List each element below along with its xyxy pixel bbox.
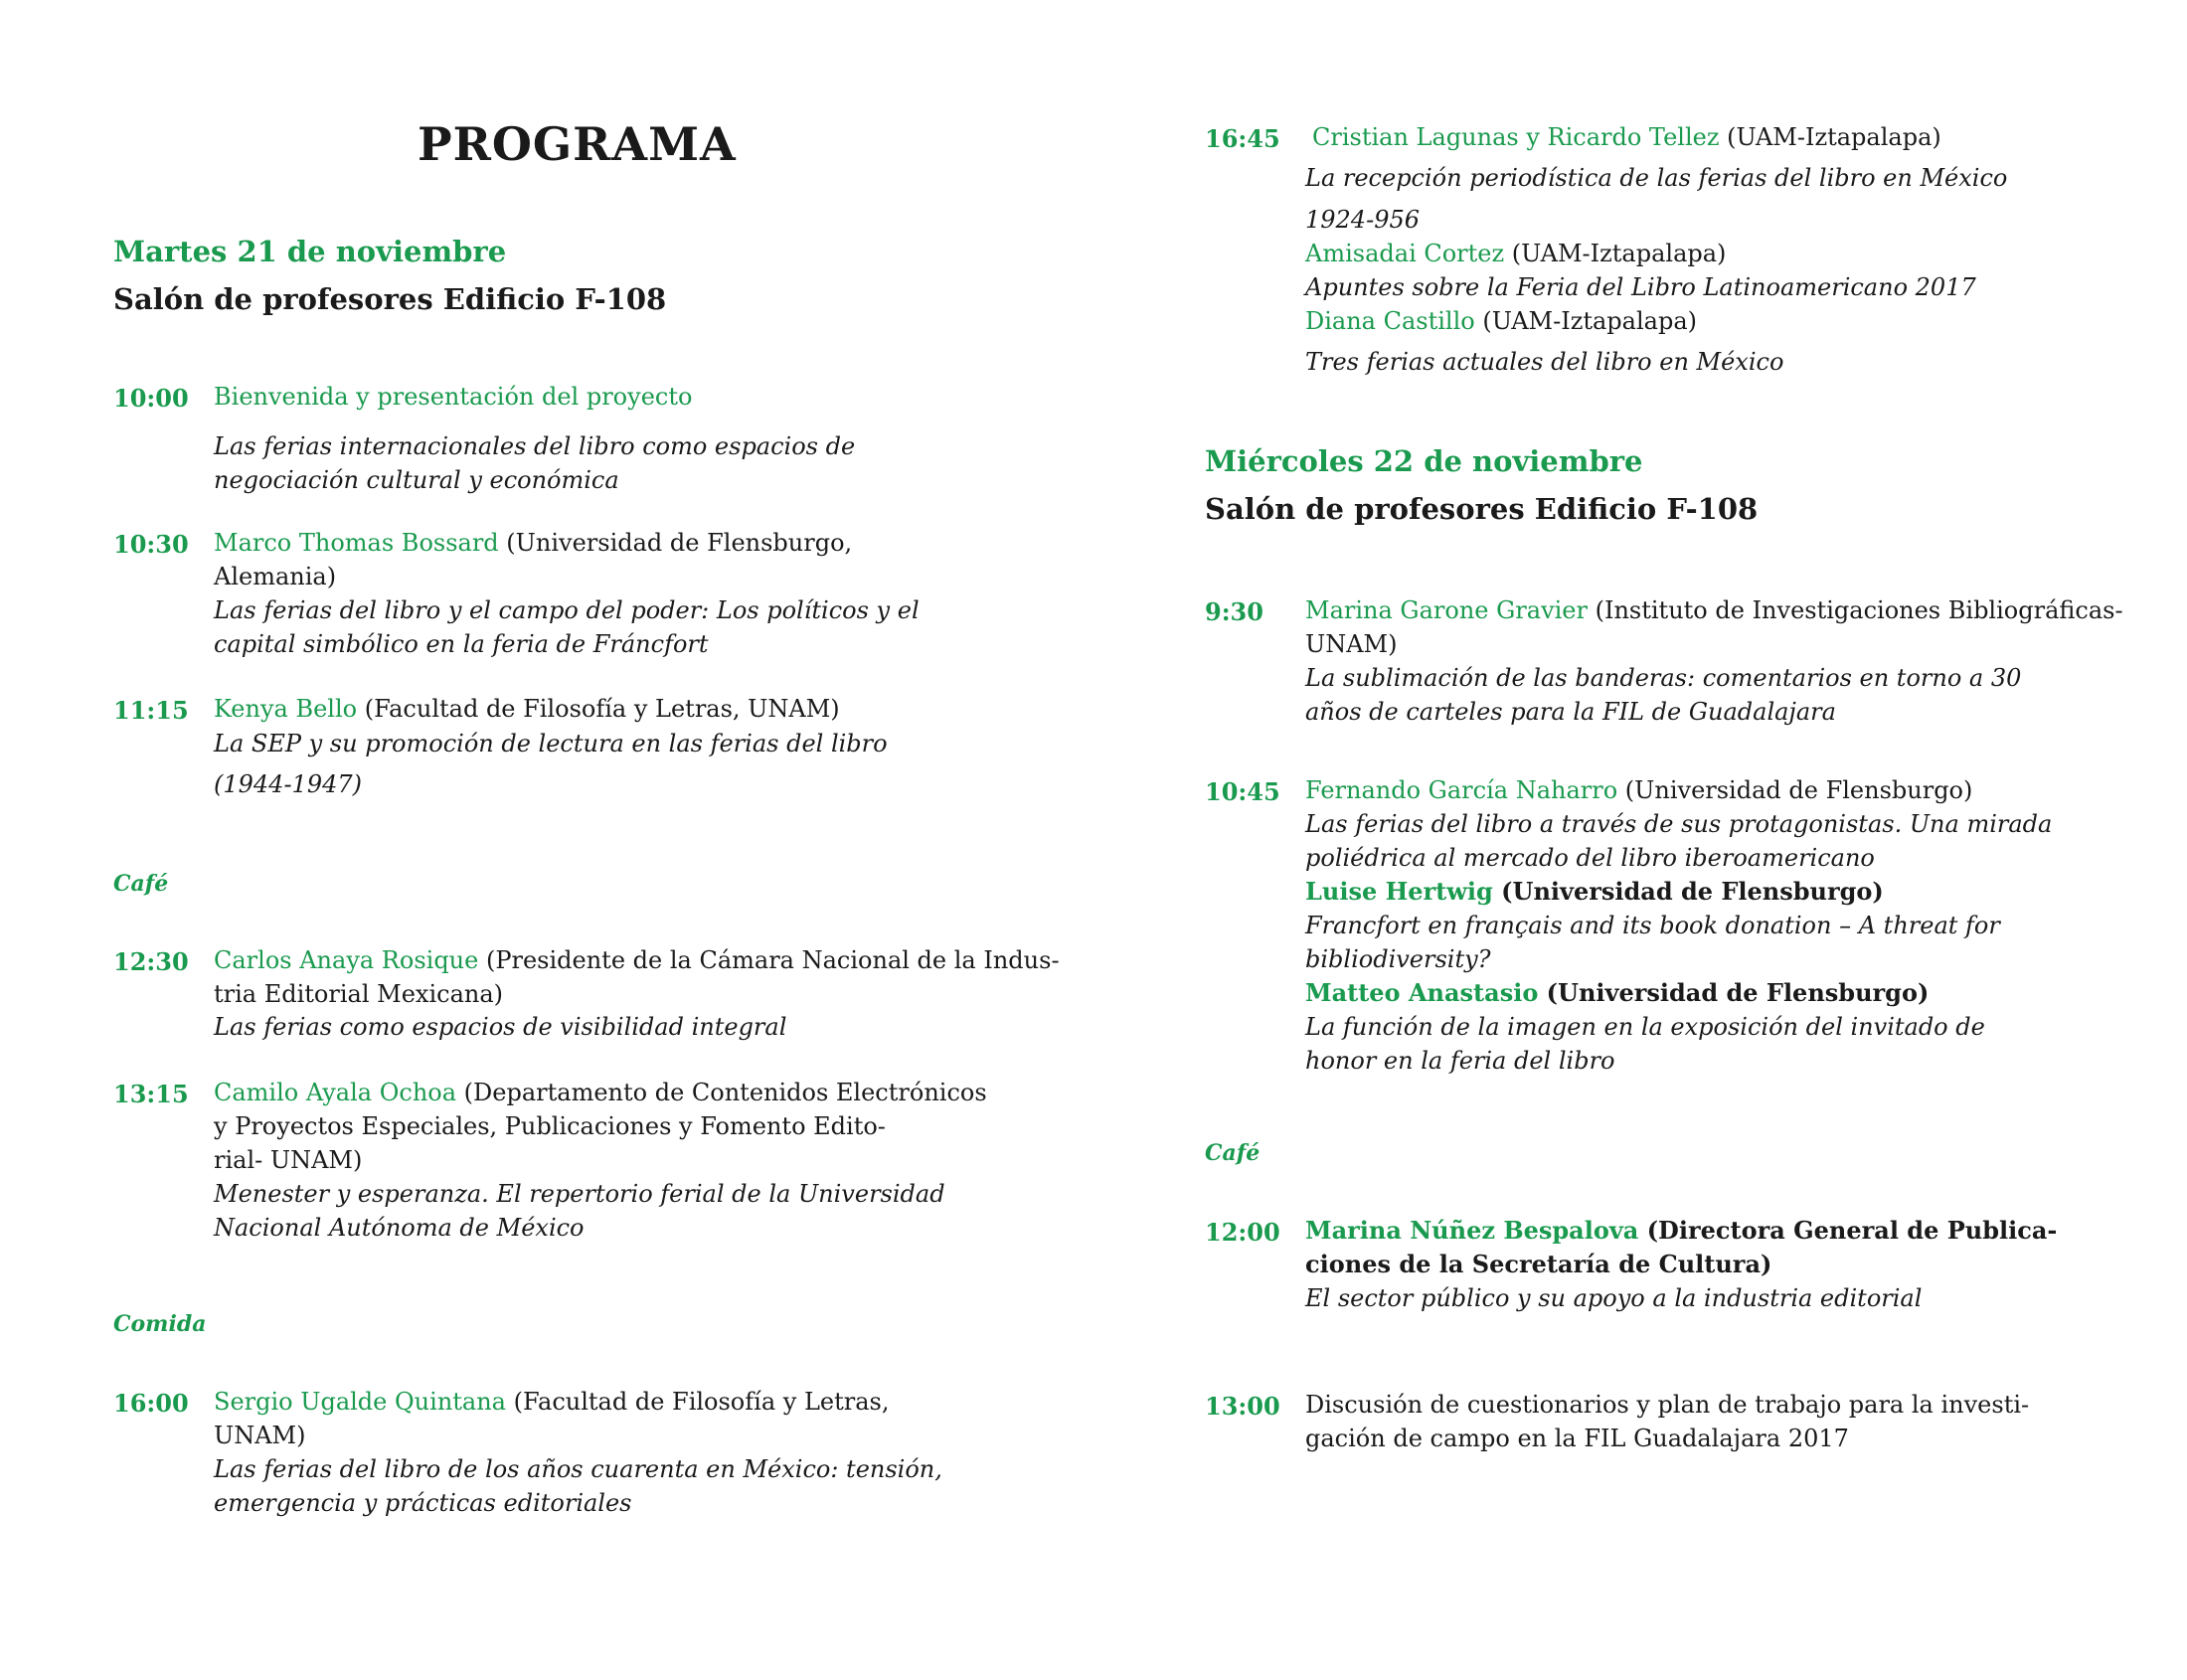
talk-title: Francfort en français and its book donation – A threat for — [1305, 912, 2000, 939]
speaker-line — [214, 943, 1060, 977]
talk-title: honor en la feria del libro — [1305, 1047, 1615, 1075]
session-time: 12:00 — [1205, 1218, 1280, 1247]
session-description: Discusión de cuestionarios y plan de trabajo para la investi- — [1305, 1391, 2030, 1419]
speaker-line — [1305, 593, 2123, 627]
session-time: 10:30 — [113, 530, 189, 559]
speaker-name: Cristian Lagunas y Ricardo Tellez — [1312, 123, 1720, 151]
speaker-name: Sergio Ugalde Quintana — [214, 1388, 506, 1416]
talk-title: bibliodiversity? — [1305, 945, 1491, 973]
talk-title: Las ferias del libro a través de sus protagonistas. Una mirada — [1305, 810, 2053, 838]
speaker-affiliation: ciones de la Secretaría de Cultura) — [1305, 1250, 1772, 1278]
talk-title: 1924-956 — [1305, 206, 1420, 234]
talk-title: capital simbólico en la feria de Fráncfort — [214, 630, 709, 658]
speaker-name: Marina Garone Gravier — [1305, 596, 1588, 624]
speaker-affiliation: (Facultad de Filosofía y Letras, UNAM) — [357, 695, 840, 723]
session-time: 13:00 — [1205, 1392, 1280, 1421]
speaker-name: Carlos Anaya Rosique — [214, 946, 479, 974]
session-time: 13:15 — [113, 1080, 189, 1108]
talk-title: La sublimación de las banderas: comentarios en torno a 30 — [1305, 664, 2022, 692]
speaker-affiliation: (UAM-Iztapalapa) — [1719, 123, 1941, 151]
speaker-affiliation: y Proyectos Especiales, Publicaciones y Fomento Edito- — [214, 1112, 886, 1140]
talk-title: emergencia y prácticas editoriales — [214, 1489, 632, 1517]
talk-title: Nacional Autónoma de México — [214, 1214, 585, 1242]
talk-title: Tres ferias actuales del libro en México — [1305, 348, 1784, 376]
talk-title: El sector público y su apoyo a la industria editorial — [1305, 1284, 1923, 1312]
talk-title: Las ferias del libro de los años cuarenta en México: tensión, — [214, 1455, 942, 1483]
speaker-name: Kenya Bello — [214, 695, 358, 723]
speaker-affiliation: tria Editorial Mexicana) — [214, 980, 504, 1008]
talk-title: La recepción periodística de las ferias del libro en México — [1305, 164, 2008, 192]
speaker-affiliation: Alemania) — [214, 563, 337, 590]
speaker-affiliation: rial- UNAM) — [214, 1146, 363, 1174]
talk-title: La función de la imagen en la exposición del invitado de — [1305, 1013, 1985, 1041]
session-time: 12:30 — [113, 947, 189, 976]
speaker-name: Matteo Anastasio — [1305, 978, 1539, 1007]
talk-title: Apuntes sobre la Feria del Libro Latinoamericano 2017 — [1305, 273, 1976, 301]
day-heading: Martes 21 de noviembre — [113, 235, 507, 268]
speaker-affiliation: (Directora General de Publica- — [1638, 1216, 2058, 1245]
speaker-affiliation: (UAM-Iztapalapa) — [1504, 240, 1727, 267]
speaker-line — [1305, 304, 1697, 338]
speaker-name: Luise Hertwig — [1305, 877, 1493, 906]
session-time: 16:45 — [1205, 124, 1280, 153]
talk-title: Las ferias internacionales del libro como espacios de — [214, 432, 856, 460]
talk-title: Menester y esperanza. El repertorio ferial de la Universidad — [214, 1180, 945, 1208]
speaker-name: Marina Núñez Bespalova — [1305, 1216, 1639, 1245]
speaker-affiliation: UNAM) — [1305, 630, 1398, 658]
page-title: PROGRAMA — [418, 117, 737, 171]
speaker-affiliation: (Departamento de Contenidos Electrónicos — [456, 1079, 987, 1106]
talk-title: Las ferias del libro y el campo del poder: Los políticos y el — [214, 596, 920, 624]
session-time: 9:30 — [1205, 597, 1263, 626]
speaker-line — [214, 692, 840, 726]
session-time: 16:00 — [113, 1389, 189, 1418]
speaker-name: Marco Thomas Bossard — [214, 529, 499, 557]
talk-title: La SEP y su promoción de lectura en las ferias del libro — [214, 730, 888, 757]
speaker-affiliation: UNAM) — [214, 1422, 306, 1449]
speaker-name: Diana Castillo — [1305, 307, 1475, 335]
speaker-affiliation: (Instituto de Investigaciones Bibliográficas- — [1587, 596, 2123, 624]
speaker-name: Camilo Ayala Ochoa — [214, 1079, 457, 1106]
speaker-affiliation: (UAM-Iztapalapa) — [1474, 307, 1697, 335]
speaker-line — [214, 1076, 987, 1109]
speaker-name: Amisadai Cortez — [1305, 240, 1505, 267]
room-heading: Salón de profesores Edificio F-108 — [1205, 492, 1759, 526]
talk-title: años de carteles para la FIL de Guadalajara — [1305, 698, 1836, 726]
speaker-line — [214, 1385, 889, 1419]
speaker-line — [1312, 120, 1941, 154]
talk-title: Las ferias como espacios de visibilidad integral — [214, 1013, 787, 1041]
speaker-line — [1305, 976, 1929, 1010]
speaker-affiliation: (Universidad de Flensburgo) — [1617, 776, 1973, 804]
session-description: gación de campo en la FIL Guadalajara 2017 — [1305, 1425, 1849, 1452]
speaker-line — [1305, 773, 1972, 807]
speaker-line — [1305, 875, 1884, 909]
session-time: 10:45 — [1205, 777, 1280, 806]
talk-title: (1944-1947) — [214, 770, 362, 798]
session-time: 11:15 — [113, 696, 189, 725]
break-label: Café — [113, 871, 169, 897]
day-heading: Miércoles 22 de noviembre — [1205, 444, 1643, 478]
speaker-line — [214, 526, 852, 560]
speaker-affiliation: (Universidad de Flensburgo) — [1492, 877, 1884, 906]
room-heading: Salón de profesores Edificio F-108 — [113, 282, 667, 316]
session-time: 10:00 — [113, 384, 189, 413]
speaker-line — [1305, 237, 1726, 270]
speaker-name: Fernando García Naharro — [1305, 776, 1618, 804]
speaker-affiliation: (Universidad de Flensburgo, — [498, 529, 853, 557]
talk-title: negociación cultural y económica — [214, 466, 619, 494]
session-title: Bienvenida y presentación del proyecto — [214, 383, 693, 411]
speaker-affiliation: (Facultad de Filosofía y Letras, — [506, 1388, 890, 1416]
speaker-line — [1305, 1214, 2057, 1248]
speaker-affiliation: (Universidad de Flensburgo) — [1538, 978, 1930, 1007]
break-label: Café — [1205, 1140, 1261, 1166]
speaker-affiliation: (Presidente de la Cámara Nacional de la Indus- — [478, 946, 1060, 974]
talk-title: poliédrica al mercado del libro iberoamericano — [1305, 844, 1875, 872]
break-label: Comida — [113, 1311, 207, 1337]
